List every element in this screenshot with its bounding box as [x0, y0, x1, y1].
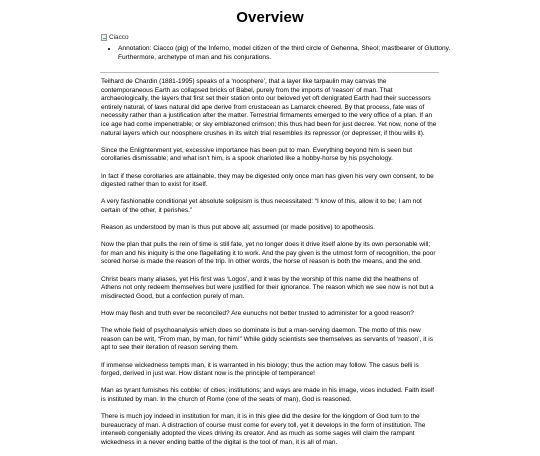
annotation-list — [100, 45, 458, 62]
paragraph: Teilhard de Chardin (1881-1995) speaks of a ‘noosphere’, that a layer like tarpaulin may canvas the contemporaneous Earth as collapsed bricks of Babel, purely from the imports of ‘reason’ of man. That archaeologically, the layers that first set their station onto our beloved yet oft denigrated Earth had their successors entirely natural, of laws natural did ape derive from crustacean as Lamarck cheered. By that process, fate was of necessity rather than a justification after the matter. Terrestrial firmaments emerged to the very office of a plan. If an ice age had come impenetrable; or sky emblazoned crimson; this thus had been for just decree. Yet now, none of the natural layers which our noosphere crushes in its witch trial resembles its repressor (or depresser, if thou wills it). — [101, 78, 437, 137]
page-title: Overview — [236, 9, 304, 26]
paragraph: There is much joy indeed in institution for man, it is in this glee did the desire for the kingdom of God turn to the bureaucracy of man. A distraction of course must come for every toll, yet it develops in the form of institution. The interweb congenially adopted the vices driving its creator. And as much as some sages will claim the rampant wickedness in a never ending battle of the digital is the tool of man, it is all of man. — [101, 413, 426, 446]
paragraph: A very fashionable conditional yet absolute solipsism is thus necessitated: “I know of this, allow it to be; I am not certain of the other, it perishes.” — [101, 198, 422, 214]
paragraph: How may flesh and truth ever be reconciled? Are eunuchs not better trusted to administer for a good reason? — [101, 310, 414, 318]
paragraph: Christ bears many aliases, yet His first was ‘Logos’, and it was by the worship of this name did the heathens of Athens not only redeem themselves but were justified for their ignorance. The reason which we see now is not but a misdirected Good, but a confection purely of man. — [101, 275, 434, 300]
paragraph: Reason as understood by man is thus put above all; assumed (or made positive) to apotheosis. — [101, 224, 375, 232]
divider — [100, 72, 439, 73]
paragraph: The whole field of psychoanalysis which does so dominate is but a man-serving daemon. The motto of this new reason can be writ, “From man, by man, for him!” While giddy scientists see themselves as servants of ‘reason’, it is apt to see their iteration of reason serving them. — [101, 327, 433, 352]
image-alt-text: Ciacco — [109, 34, 129, 41]
broken-image — [101, 34, 129, 41]
annotation-item: • Annotation: Ciacco (pig) of the Inferno, model citizen of the third circle of Gehenna, Sheol; mastbearer of Gluttony. Furthermore, archetype of man and his conjurations. — [118, 45, 458, 62]
paragraph: Since the Enlightenment yet, excessive importance has been put to man. Everything beyond him is seen but corollaries dismissable; and what isn’t him, is a spook charioted like a hobby-horse by his psychology. — [101, 146, 413, 163]
paragraph: If immense wickedness tempts man, it is warranted in his biology; thus the action may follow. The casus belli is forged, derived in just war. How distant now is the principle of temperance! — [101, 361, 419, 378]
broken-image-icon — [101, 34, 107, 41]
article-body — [101, 78, 439, 456]
paragraph: Man as tyrant furnishes his cobble: of cities; institutions; and ways are made in his image, vices included. Faith itself is instituted by man. In the church of Rome (one of the seats of man), God is reasoned. — [101, 387, 435, 403]
paragraph: In fact if these corollaries are attainable, they may be digested only once man has given his very own consent, to be digested rather than to exist for itself. — [101, 172, 434, 189]
paragraph: Now the plan that pulls the rein of time is still fate, yet no longer does it drive itself alone by its own personable will; for man and his iniquity is the one flagellating it to work. And the pay given is the utmost form of recognition, the poor scored horse is made the reason of the trip. In other words, the horse of reason is both the means, and the end. — [101, 241, 436, 266]
